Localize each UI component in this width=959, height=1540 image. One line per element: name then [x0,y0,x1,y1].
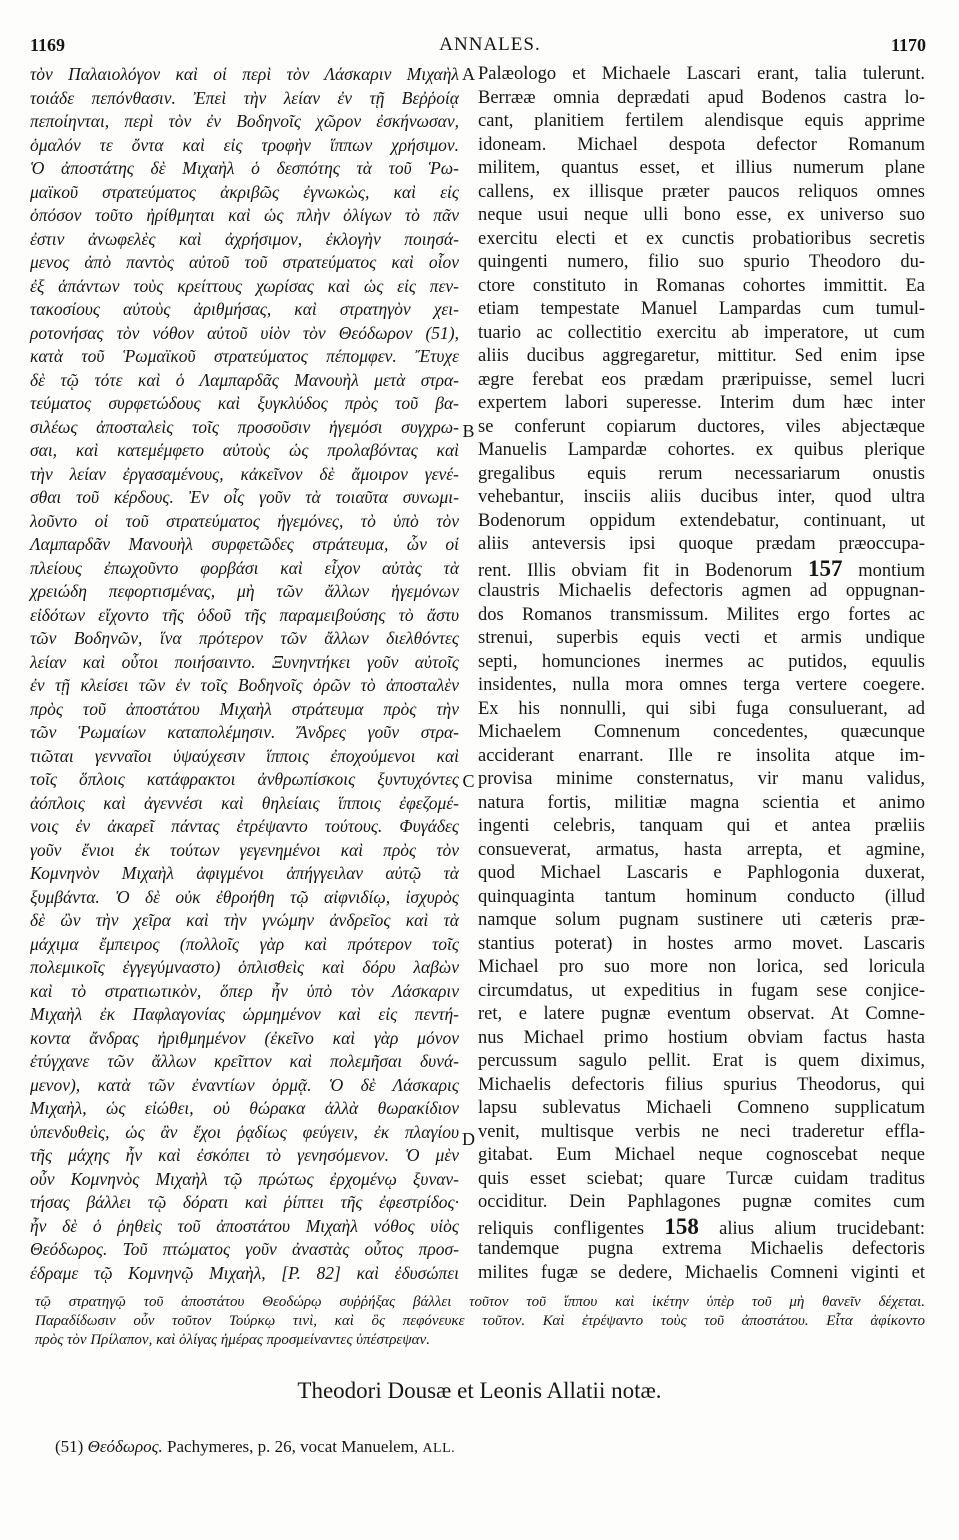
greek-text-line: ὁπόσον τοῦτο ἠρίθμηται καὶ ὡς πλὴν ὀλίγων τὸ πᾶν [30,205,459,225]
latin-text-line: aliis anteversis ipsi quoque prædam præoccupa- [478,534,925,554]
latin-text-line: circumdatus, ut expeditius in fugam sese conjice- [478,980,925,1001]
latin-text-line: Palæologo et Michaele Lascari erant, talia tulerunt. [478,64,925,84]
footnote-text: Pachymeres, p. 26, vocat Manuelem, [167,1437,419,1456]
greek-text-line: ἐν τῇ κλείσει τῶν ἐν τοῖς Βοδηνοῖς ὀρῶν τὸ ἀποσταλὲν [30,675,459,695]
latin-text-line: militem, quantus esset, et illius numerum plane [478,158,925,178]
greek-text-column [30,63,459,1285]
latin-text-line: consueverat, armatus, hasta arrepta, et agmine, [478,839,925,860]
latin-line-text: alius alium trucidebant: [719,1218,925,1239]
latin-text-line: occiditur. Dein Paphlagones pugnæ comites cum [478,1192,925,1212]
latin-text-column [478,63,925,1285]
latin-text-line: quinquaginta tantum hominum conducto (illud [478,886,925,907]
latin-text-line: gitabat. Eum Michael neque cognoscebat neque [478,1145,925,1165]
margin-section-marker: B [462,421,475,441]
latin-text-line: dos Romanos transmissum. Milites ergo fortes ac [478,604,925,625]
latin-text-line: septi, homunciones inermes ac putidos, equulis [478,651,925,672]
greek-continuation-line: τῷ στρατηγῷ τοῦ ἀποστάτου Θεοδώρῳ συῤῥήξας βάλλει τοῦτον τοῦ ἵππου καὶ ἱκέτην ὑπὲρ τοῦ μὴ θανεῖν δέχεται. [35,1294,925,1310]
greek-text-line: ἦν δὲ ὁ ῥηθεὶς τοῦ ἀποστάτου Μιχαὴλ νόθος υἱὸς [30,1215,459,1236]
greek-text-line: τιῶται γενναῖοι ὑψαύχεσιν ἵπποις ἐποχούμενοι καὶ [30,745,459,766]
greek-text-line: δὲ ὢν τὴν χεῖρα καὶ τὴν γνώμην ἀνδρεῖος καὶ τὰ [30,910,459,930]
greek-text-line: ἀόπλοις καὶ ἀγεννέσι καὶ θηλείαις ἵπποις ἐφεζομέ- [30,792,459,813]
latin-text-line: ingenti celebris, tanquam qui et antea præliis [478,816,925,836]
latin-text-line: Michael pro suo more non lorica, sed loricula [478,957,925,977]
latin-text-line: gregalibus equis rerum necessariarum onustis [478,463,925,484]
greek-text-line: πεποίηνται, περὶ τὸν ἐν Βοδηνοῖς χῶρον ἐσκήνωσαν, [30,111,459,131]
latin-text-line: exercitu electi et ex cunctis probatioribus secretis [478,228,925,249]
greek-text-line: ἐστιν ἀνωφελὲς καὶ ἀχρήσιμον, ἐκλογὴν ποιησά- [30,228,459,249]
margin-section-marker: A [462,64,475,84]
latin-text-line: quis esset sciebat; quare Turcæ cuidam traditus [478,1168,925,1189]
latin-text-line: Bodenorum oppidum extendebatur, continuant, ut [478,510,925,531]
edition-page-reference: 157 [808,555,843,581]
greek-text-line: μάχιμα ἔμπειρος (πολλοῖς γὰρ καὶ πρότερον τοῖς [30,933,459,954]
greek-text-line: τὸν Παλαιολόγον καὶ οἱ περὶ τὸν Λάσκαριν Μιχαὴλ [30,64,459,84]
greek-text-line: κατὰ τοῦ Ῥωμαϊκοῦ στρατεύματος πέπομφεν. Ἔτυχε [30,346,459,366]
latin-text-line: idoneam. Michael despota defector Romanum [478,134,925,155]
greek-text-line: νοις ἐν ἀκαρεῖ πάντας ἐτρέψαντο τούτους. Φυγάδες [30,816,459,836]
edition-page-reference: 158 [664,1213,699,1239]
latin-text-line: tuario ac collectitio exercitu ab imperatore, ut cum [478,322,925,343]
greek-text-line: Ὁ ἀποστάτης δὲ Μιχαὴλ ὁ δεσπότης τὰ τοῦ Ῥω- [30,158,459,178]
greek-text-line: σιλέως ἀποσταλεὶς τοῖς προσοῦσιν ἡγεμόσι συγχρω- [30,416,459,437]
latin-text-line: vehebantur, insciis aliis ducibus inter, quod ultra [478,487,925,507]
latin-text-line: claustris Michaelis defectoris agmen ad oppugnan- [478,581,925,601]
greek-text-line: χρειώδη πεφορτισμένας, μὴ τῶν ἄλλων ἡγεμόνων [30,581,459,601]
greek-text-line: ὁμαλόν τε ὄντα καὶ εἰς τροφὴν ἵππων χρήσιμον. [30,134,459,155]
greek-text-line: ξυμβάντα. Ὁ δὲ οὐκ ἐθροήθη τῷ αἰφνιδίῳ, ἰσχυρὸς [30,886,459,907]
latin-text-line: Michaelem Comnenum concedentes, quæcunque [478,722,925,742]
greek-text-line: μενος ἀπὸ παντὸς αὐτοῦ τοῦ στρατεύματος καὶ οἷον [30,252,459,272]
greek-text-line: τακοσίους αὐτοὺς ἀριθμήσας, καὶ στρατηγὸν χει- [30,299,459,319]
latin-text-line: Berrææ omnia deprædati apud Bodenos castra lo- [478,87,925,108]
page-number-left: 1169 [30,35,66,55]
latin-text-line: insidentes, nulla mora omnes terga vertere coegere. [478,675,925,695]
greek-text-line: ἐτύγχανε τῶν ἄλλων κρεῖττον καὶ πολεμῆσαι δυνά- [30,1051,459,1071]
latin-text-line: cant, planitiem fertilem alendisque equis apprime [478,111,925,131]
greek-text-line: πλείους ἐπωχοῦντο φορβάσι καὶ εἶχον αὐτὰς τὰ [30,557,459,578]
latin-text-line: expertem labori superesse. Interim dum hæc inter [478,393,925,413]
greek-text-line: τήσας βάλλει τῷ δόρατι καὶ ῥίπτει τῆς ἐφεστρίδος· [30,1192,459,1212]
margin-section-marker: D [462,1129,475,1149]
latin-text-line: ret, e latere pugnæ eventum observat. At Comne- [478,1004,925,1024]
greek-text-line: Μιχαὴλ ἐκ Παφλαγονίας ὡρμημένον καὶ εἰς πεντή- [30,1004,459,1024]
greek-text-line: Θεόδωρος. Τοῦ πτώματος γοῦν ἀναστὰς οὗτος προσ- [30,1239,459,1259]
greek-text-line: τῶν Ῥωμαίων καταπολέμησιν. Ἄνδρες γοῦν στρα- [30,722,459,742]
greek-text-line: μαϊκοῦ στρατεύματος ἀκριβῶς ἐγνωκὼς, καὶ εἰς [30,181,459,202]
greek-text-line: ροτονήσας τὸν νόθον αὐτοῦ υἱὸν τὸν Θεόδωρον (51), [30,322,459,343]
greek-continuation-block [35,1293,925,1350]
page-number-right: 1170 [890,35,926,55]
latin-text-line: ægre ferebat eos prædam præripuisse, semel lucri [478,369,925,390]
greek-text-line: Μιχαὴλ, ὡς εἰώθει, οὐ θώρακα ἀλλὰ θωρακίδιον [30,1098,459,1118]
footnote-number: (51) [55,1437,84,1456]
greek-text-line: μενον), κατὰ τῶν ἐναντίων ὁρμᾷ. Ὁ δὲ Λάσκαρις [30,1074,459,1095]
latin-text-line: ctore constituto in Romanas cohortes immittit. Ea [478,275,925,296]
latin-text-line: quingenti numero, filio suo spurio Theodoro du- [478,252,925,272]
greek-text-line: γοῦν ἔνιοι ἐκ τούτων γεγενημένοι καὶ πρὸς τὸν [30,839,459,860]
latin-text-line: natura fortis, militiæ magna scientia et animo [478,792,925,813]
greek-text-line: δὲ τῷ τότε καὶ ὁ Λαμπαρδᾶς Μανουὴλ μετὰ στρα- [30,369,459,390]
greek-text-line: κοντα ἄνδρας ἠριθμημένον (ἐκεῖνο καὶ γὰρ μόνον [30,1027,459,1048]
greek-text-line: έδραμε τῷ Κομνηνῷ Μιχαὴλ, [P. 82] καὶ ἐδυσώπει [30,1262,459,1283]
greek-text-line: εἰδότων εἴχοντο τῆς ὁδοῦ τῆς παραμειβούσης τὸ ἄστυ [30,604,459,625]
greek-text-line: πρὸς τοῦ ἀποστάτου Μιχαὴλ στράτευμα πρὸς τὴν [30,698,459,719]
latin-text-line: venit, multisque verbis ne neci traderetur effla- [478,1121,925,1142]
greek-text-line: τοῖς ὅπλοις κατάφρακτοι ἀνθρωπίσκοις ξυντυχόντες [30,769,459,789]
latin-line-text: rent. Illis obviam fit in Bodenorum [478,560,793,581]
footnote [55,1435,455,1461]
notes-heading: Theodori Dousæ et Leonis Allatii notæ. [297,1378,662,1403]
greek-text-line: τοιάδε πεπόνθασιν. Ἐπεὶ τὴν λείαν ἐν τῇ Βεῤῥοίᾳ [30,87,459,108]
latin-text-line [478,1215,925,1239]
latin-text-line: callens, ex illisque præter paucos reliquos omnes [478,181,925,202]
greek-continuation-line: Παραδίδωσιν οὖν τοῦτον Τούρκῳ τινὶ, καὶ ὃς πεφόνευκε τοῦτον. Καὶ ἐτρέψαντο τοὺς τοῦ ἀποστάτου. Εἶτα ἀφίκοντο [35,1313,925,1329]
greek-text-line: τῆς μάχης ἦν καὶ ἐσκόπει τὸ γενησόμενον. Ὁ μὲν [30,1145,459,1165]
greek-text-line: σθαι τοῦ κέρδους. Ἐν οἷς γοῦν τὰ τοιαῦτα συνωμι- [30,487,459,507]
greek-text-line: τὴν λείαν ἐργασαμένους, κἀκεῖνον δὲ ἄμοιρον γενέ- [30,463,459,484]
footnote-lemma: Θεόδωρος. [87,1437,163,1456]
latin-text-line: Manuelis Lampardæ cohortes. ex quibus plerique [478,440,925,460]
greek-continuation-line: πρὸς τὸν Πρίλαπον, καὶ ὀλίγας ἡμέρας προσμείναντες ὑπέστρεψαν. [35,1332,430,1348]
greek-text-line: οὖν Κομνηνὸς Μιχαὴλ τῷ πρώτως ἐρχομένῳ ξυναν- [30,1168,459,1189]
greek-text-line: πολεμικοῖς ἐγγεγύμναστο) ὁπλισθεὶς καὶ δόρυ λαβὼν [30,957,459,977]
greek-text-line: λείαν καὶ οὗτοι ποιήσαιντο. Ξυνηντήκει γοῦν αὐτοῖς [30,651,459,672]
latin-text-line: neque usui neque ulli bono esse, ex universo suo [478,205,925,225]
greek-text-line: Κομνηνὸν Μιχαὴλ ἀφιγμένοι ἀπήγγειλαν αὐτῷ τὰ [30,863,459,883]
latin-text-line: strenui, superbis equis vecti et armis undique [478,628,925,648]
greek-text-line: ἐξ ἁπάντων τοὺς κρείττους χωρίσας καὶ ὡς εἰς πεν- [30,275,459,296]
latin-text-line: se conferunt copiarum ductores, viles abjectæque [478,416,925,437]
latin-text-line [478,557,925,581]
greek-text-line: σαι, καὶ κατεμέμφετο αὐτοὺς ὡς προλαβόντας καὶ [30,440,459,460]
greek-text-line: τῶν Βοδηνῶν, ἵνα πρότερον τῶν ἄλλων διελθόντες [30,628,459,648]
latin-line-text: montium [858,560,926,581]
latin-text-line: tandemque pugna extrema Michaelis defectoris [478,1239,925,1259]
latin-text-line: stantius poterat) in hostes armo movet. Lascaris [478,933,925,954]
latin-text-line: Ex his nonnulli, qui sibi fuga consuluerant, ad [478,698,925,719]
footnote-siglum: ALL. [422,1441,456,1456]
greek-text-line: Λαμπαρδᾶν Μανουὴλ συρφετῶδες στράτευμα, ὧν οἱ [30,534,459,554]
latin-text-line: milites fugæ se dedere, Michaelis Comneni viginti et [478,1262,925,1283]
greek-text-line: λοῦντο οἱ τοῦ στρατεύματος ἡγεμόνες, τὸ ὑπὸ τὸν [30,510,459,531]
latin-text-line: lapsu sublevatus Michaeli Comneno supplicatum [478,1098,925,1118]
greek-text-line: καὶ τὸ στρατιωτικὸν, ὅπερ ἦν ὑπὸ τὸν Λάσκαριν [30,980,459,1001]
latin-text-line: etiam tempestate Manuel Lampardas cum tumul- [478,299,925,319]
latin-text-line: aliis ducibus aggregaretur, mittitur. Sed enim ipse [478,346,925,366]
margin-section-marker: C [462,771,475,791]
latin-text-line: quod Michael Lascaris e Paphlogonia duxerat, [478,863,925,883]
latin-text-line: namque solum pugnam sustinere uti cæteris præ- [478,910,925,930]
latin-text-line: acciderant enarrant. Ille re insolita atque im- [478,745,925,766]
greek-text-line: τεύματος συρφετώδους καὶ ξυγκλύδος πρὸς τοῦ βα- [30,393,459,413]
latin-text-line: percussum sagulo pellit. Erat is quem diximus, [478,1051,925,1071]
latin-text-line: provisa minime consternatus, vir manu validus, [478,769,925,789]
latin-text-line: Michaelis defectoris filius spurius Theodorus, qui [478,1074,925,1095]
greek-text-line: ὑπενδυθεὶς, ὡς ἂν ἔχοι ῥᾳδίως φεύγειν, ἐκ πλαγίου [30,1121,459,1142]
latin-text-line: nus Michael primo hostium obviam factus hasta [478,1027,925,1048]
running-title: ANNALES. [439,34,541,55]
latin-line-text: reliquis confligentes [478,1218,645,1239]
